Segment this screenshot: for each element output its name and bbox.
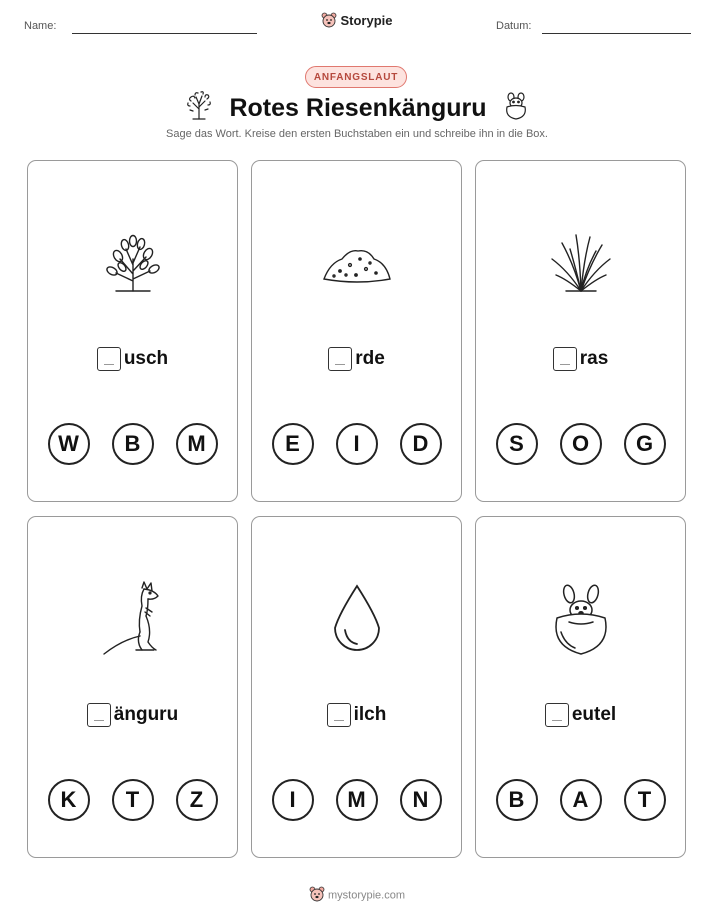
letter-choice[interactable]: I [336, 423, 378, 465]
letter-choice[interactable]: B [112, 423, 154, 465]
letter-choices [476, 423, 685, 465]
letter-choice[interactable]: Z [176, 779, 218, 821]
word-rest: änguru [113, 704, 179, 725]
name-label: Name: [24, 20, 57, 32]
word [252, 703, 461, 727]
word-rest: usch [123, 348, 169, 369]
word-rest: eutel [571, 704, 617, 725]
letter-choice[interactable]: N [400, 779, 442, 821]
card-6 [475, 516, 686, 858]
kangaroo-icon [88, 575, 178, 665]
letter-choices [252, 779, 461, 821]
card-1 [27, 160, 238, 502]
letter-choice[interactable]: T [112, 779, 154, 821]
bear-logo-icon [321, 12, 337, 31]
footer-url[interactable]: mystorypie.com [327, 889, 406, 902]
instructions: Sage das Wort. Kreise den ersten Buchstaben ein und schreibe ihn in die Box. [166, 128, 548, 140]
word [476, 347, 685, 371]
letter-choice[interactable]: B [496, 779, 538, 821]
letter-choice[interactable]: T [624, 779, 666, 821]
bear-logo-icon [309, 886, 325, 905]
word [476, 703, 685, 727]
answer-box[interactable] [328, 347, 352, 371]
word-rest: ras [579, 348, 609, 369]
page-title: Rotes Riesenkänguru [229, 93, 487, 122]
card-5 [251, 516, 462, 858]
letter-choice[interactable]: D [400, 423, 442, 465]
answer-box[interactable] [553, 347, 577, 371]
letter-choice[interactable]: E [272, 423, 314, 465]
answer-box[interactable] [327, 703, 351, 727]
letter-choice[interactable]: O [560, 423, 602, 465]
letter-choice[interactable]: M [176, 423, 218, 465]
letter-choices [28, 423, 237, 465]
bush-icon [88, 219, 178, 309]
category-badge: ANFANGSLAUT [305, 66, 407, 88]
water-drop-icon [312, 575, 402, 665]
word-rest: rde [355, 348, 385, 369]
dirt-pile-icon [312, 219, 402, 309]
card-3 [475, 160, 686, 502]
answer-box[interactable] [97, 347, 121, 371]
letter-choice[interactable]: G [624, 423, 666, 465]
answer-box[interactable] [545, 703, 569, 727]
name-line[interactable] [72, 33, 257, 34]
letter-choices [28, 779, 237, 821]
card-4 [27, 516, 238, 858]
card-2 [251, 160, 462, 502]
date-label: Datum: [496, 20, 532, 32]
tree-icon [185, 91, 213, 126]
letter-choice[interactable]: K [48, 779, 90, 821]
letter-choice[interactable]: W [48, 423, 90, 465]
word [28, 347, 237, 371]
brand-name: Storypie [340, 12, 393, 28]
letter-choice[interactable]: M [336, 779, 378, 821]
title-row [0, 90, 714, 126]
word [28, 703, 237, 727]
letter-choice[interactable]: I [272, 779, 314, 821]
kangaroo-pouch-icon [503, 91, 529, 126]
answer-box[interactable] [87, 703, 111, 727]
word [252, 347, 461, 371]
letter-choices [476, 779, 685, 821]
brand-logo [0, 12, 714, 31]
footer [0, 886, 714, 905]
letter-choice[interactable]: A [560, 779, 602, 821]
grass-icon [536, 219, 626, 309]
letter-choice[interactable]: S [496, 423, 538, 465]
letter-choices [252, 423, 461, 465]
date-line[interactable] [542, 33, 691, 34]
pouch-joey-icon [536, 575, 626, 665]
word-rest: ilch [353, 704, 387, 725]
